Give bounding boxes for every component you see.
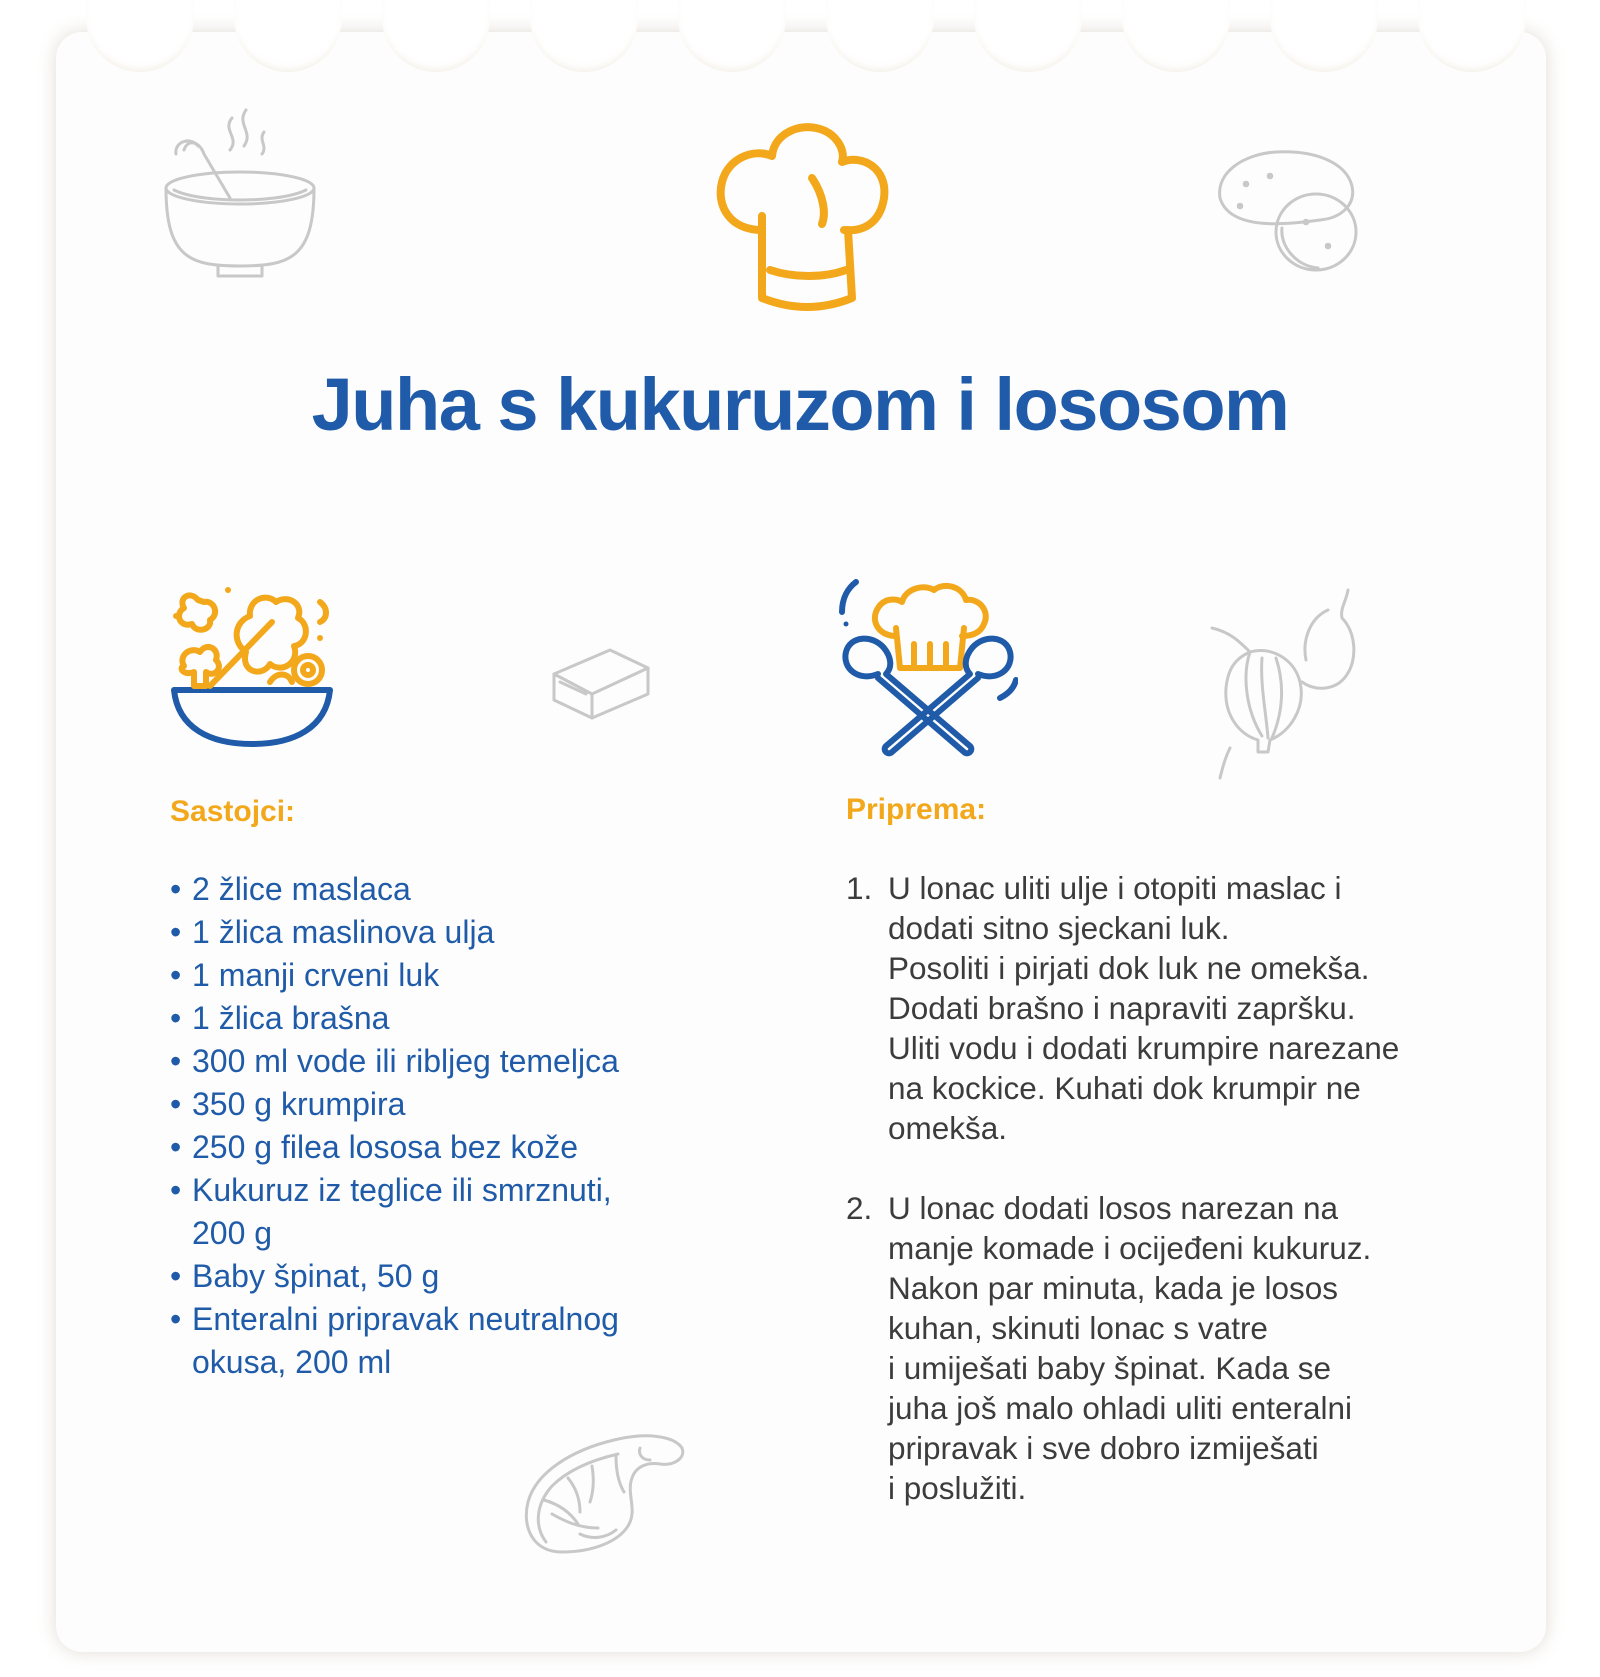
bullet: • bbox=[170, 1301, 182, 1337]
list-item bbox=[170, 911, 730, 954]
bullet: • bbox=[170, 1172, 182, 1208]
step-line: dodati sitno sjeckani luk. bbox=[888, 910, 1230, 946]
ingredient-text: 250 g filea lososa bez kože bbox=[192, 1129, 579, 1165]
butter-icon bbox=[550, 646, 652, 722]
step-line: Posoliti i pirjati dok luk ne omekša. bbox=[888, 950, 1370, 986]
step-line: i poslužiti. bbox=[888, 1470, 1027, 1506]
step-line: Nakon par minuta, kada je losos bbox=[888, 1270, 1338, 1306]
ingredient-text: 1 žlica maslinova ulja bbox=[192, 914, 495, 950]
onion-icon bbox=[1210, 588, 1356, 780]
bullet: • bbox=[170, 914, 182, 950]
list-item-continuation bbox=[170, 1212, 730, 1255]
ingredients-heading: Sastojci: bbox=[170, 795, 296, 828]
ingredient-text: Kukuruz iz teglice ili smrznuti, bbox=[192, 1172, 612, 1208]
step-line: kuhan, skinuti lonac s vatre bbox=[888, 1310, 1268, 1346]
list-item bbox=[170, 1083, 730, 1126]
list-item bbox=[170, 1169, 730, 1212]
bullet: • bbox=[170, 1086, 182, 1122]
preparation-heading: Priprema: bbox=[846, 793, 987, 826]
bullet: • bbox=[170, 957, 182, 993]
ingredient-text: 350 g krumpira bbox=[192, 1086, 406, 1122]
step-line: na kockice. Kuhati dok krumpir ne bbox=[888, 1070, 1361, 1106]
step-line: manje komade i ocijeđeni kukuruz. bbox=[888, 1230, 1372, 1266]
bullet: • bbox=[170, 871, 182, 907]
soup-bowl-icon bbox=[160, 108, 320, 278]
step-2 bbox=[846, 1188, 1486, 1508]
ingredient-text: 300 ml vode ili ribljeg temeljca bbox=[192, 1043, 619, 1079]
bullet: • bbox=[170, 1258, 182, 1294]
ingredient-text: 200 g bbox=[192, 1215, 273, 1251]
chef-hat-icon bbox=[712, 120, 892, 320]
step-line: pripravak i sve dobro izmiješati bbox=[888, 1430, 1319, 1466]
potatoes-icon bbox=[1210, 148, 1360, 276]
list-item-continuation bbox=[170, 1341, 730, 1384]
step-line: U lonac dodati losos narezan na bbox=[888, 1190, 1339, 1226]
chef-hat-spoons-icon bbox=[838, 578, 1018, 758]
list-item bbox=[170, 1255, 730, 1298]
list-item bbox=[170, 997, 730, 1040]
ingredient-text: 1 žlica brašna bbox=[192, 1000, 390, 1036]
ingredient-text: 1 manji crveni luk bbox=[192, 957, 440, 993]
list-item bbox=[170, 1040, 730, 1083]
salad-bowl-icon bbox=[170, 582, 340, 752]
step-line: juha još malo ohladi uliti enteralni bbox=[888, 1390, 1353, 1426]
bullet: • bbox=[170, 1043, 182, 1079]
step-1 bbox=[846, 868, 1486, 1148]
step-line: omekša. bbox=[888, 1110, 1008, 1146]
list-item bbox=[170, 868, 730, 911]
preparation-steps bbox=[846, 868, 1486, 1548]
ingredient-text: okusa, 200 ml bbox=[192, 1344, 392, 1380]
ingredient-text: Enteralni pripravak neutralnog bbox=[192, 1301, 619, 1337]
list-item bbox=[170, 1298, 730, 1341]
step-number: 2. bbox=[846, 1190, 873, 1226]
step-line: i umiješati baby špinat. Kada se bbox=[888, 1350, 1331, 1386]
step-line: Uliti vodu i dodati krumpire narezane bbox=[888, 1030, 1400, 1066]
list-item bbox=[170, 954, 730, 997]
step-number: 1. bbox=[846, 870, 873, 906]
card-scalloped-edge bbox=[56, 0, 1546, 70]
salmon-steak-icon bbox=[522, 1430, 686, 1556]
step-line: Dodati brašno i napraviti zapršku. bbox=[888, 990, 1356, 1026]
ingredients-list bbox=[170, 868, 730, 1384]
ingredient-text: Baby špinat, 50 g bbox=[192, 1258, 440, 1294]
ingredient-text: 2 žlice maslaca bbox=[192, 871, 411, 907]
bullet: • bbox=[170, 1000, 182, 1036]
recipe-title: Juha s kukuruzom i lososom bbox=[311, 363, 1289, 446]
step-line: U lonac uliti ulje i otopiti maslac i bbox=[888, 870, 1342, 906]
list-item bbox=[170, 1126, 730, 1169]
bullet: • bbox=[170, 1129, 182, 1165]
